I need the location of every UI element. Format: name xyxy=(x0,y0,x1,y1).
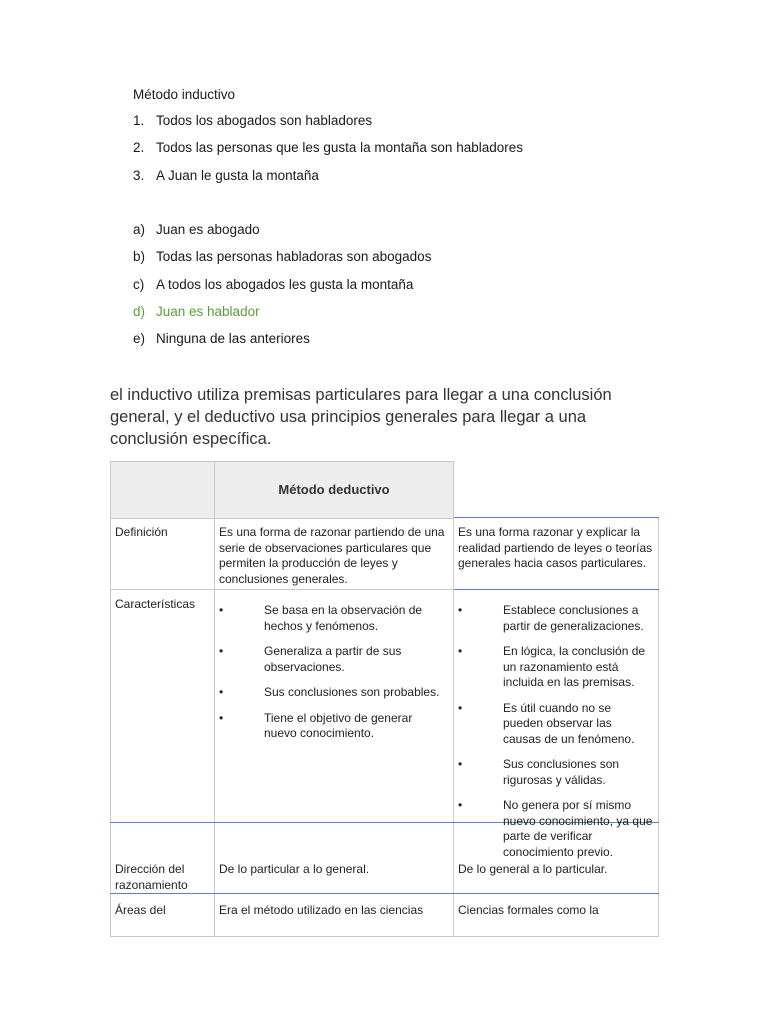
bullet-item xyxy=(219,603,448,634)
premises-list xyxy=(133,113,523,195)
bullet-dot: • xyxy=(219,603,224,617)
list-item xyxy=(133,222,431,249)
list-item xyxy=(133,113,523,140)
direction-inductive: De lo particular a lo general. xyxy=(219,862,370,876)
bullet-text: No genera por sí mismo nuevo conocimiento, ya que parte de verificar conocimiento previo. xyxy=(503,798,653,859)
option-marker: a) xyxy=(133,222,146,237)
list-item xyxy=(133,168,523,195)
option-marker: b) xyxy=(133,249,146,265)
option-text: Juan es hablador xyxy=(156,303,260,319)
list-marker: 3. xyxy=(133,167,145,183)
option-text: Ninguna de las anteriores xyxy=(156,331,310,347)
bullet-dot: • xyxy=(219,710,224,725)
definition-deductive: Es una forma razonar y explicar la realidad partiendo de leyes o teorías generales hacia casos particulares. xyxy=(458,525,653,570)
bullet-item xyxy=(458,701,653,748)
characteristics-inductive xyxy=(214,603,453,752)
bullet-text: Se basa en la observación de hechos y fenómenos. xyxy=(264,603,423,633)
option-text: A todos los abogados les gusta la montaña xyxy=(156,276,414,292)
areas-deductive: Ciencias formales como la xyxy=(458,903,599,917)
bullet-text: En lógica, la conclusión de un razonamiento está incluida en las premisas. xyxy=(503,644,646,689)
bullet-item xyxy=(219,711,448,742)
list-item xyxy=(133,249,431,276)
option-text: Juan es abogado xyxy=(156,222,260,237)
option-marker: d) xyxy=(133,303,146,319)
premise-text: A Juan le gusta la montaña xyxy=(156,167,319,183)
bullet-text: Generaliza a partir de sus observaciones. xyxy=(264,644,402,674)
bullet-item xyxy=(458,644,653,691)
list-item xyxy=(133,277,431,304)
bullet-item xyxy=(458,603,653,634)
bullet-dot: • xyxy=(219,685,224,699)
table-border xyxy=(110,893,659,894)
bullet-text: Sus conclusiones son rigurosas y válidas. xyxy=(503,757,620,787)
option-marker: e) xyxy=(133,331,146,347)
row-label-caracteristicas: Características xyxy=(115,597,196,611)
definition-inductive: Es una forma de razonar partiendo de una serie de observaciones particulares que permiten la producción de leyes y conclusiones generales. xyxy=(219,525,445,586)
premise-text: Todos las personas que les gusta la montaña son habladores xyxy=(156,140,523,156)
table-border xyxy=(110,518,454,519)
table-border xyxy=(658,518,659,937)
table-border xyxy=(454,517,659,518)
bullet-item xyxy=(219,685,448,701)
option-text: Todas las personas habladoras son abogados xyxy=(156,249,432,265)
table-border xyxy=(110,461,454,462)
bullet-text: Tiene el objetivo de generar nuevo conocimiento. xyxy=(264,710,413,740)
bullet-dot: • xyxy=(458,798,463,812)
table-border xyxy=(110,589,454,590)
header-title: Método deductivo xyxy=(278,482,390,497)
bullet-dot: • xyxy=(458,700,463,715)
list-item xyxy=(133,331,431,358)
bullet-dot: • xyxy=(219,644,224,658)
correct-option xyxy=(133,304,431,331)
quiz-title: Método inductivo xyxy=(133,87,236,102)
areas-inductive: Era el método utilizado en las ciencias xyxy=(219,903,424,917)
bullet-item xyxy=(458,757,653,788)
bullet-item xyxy=(458,798,653,860)
table-border xyxy=(454,589,659,590)
row-label-definicion: Definición xyxy=(115,525,168,539)
table-border xyxy=(110,936,659,937)
bullet-text: Sus conclusiones son probables. xyxy=(264,685,440,699)
options-list xyxy=(133,222,431,358)
bullet-text: Es útil cuando no se pueden observar las causas de un fenómeno. xyxy=(503,700,635,746)
premise-text: Todos los abogados son habladores xyxy=(156,113,373,128)
list-marker: 2. xyxy=(133,140,145,156)
bullet-item xyxy=(219,644,448,675)
summary-paragraph: el inductivo utiliza premisas particulares para llegar a una conclusión general, y el deductivo usa principios generales para llegar a una conclusión específica. xyxy=(110,386,612,448)
comparison-table xyxy=(110,461,659,937)
characteristics-deductive xyxy=(453,603,658,870)
bullet-dot: • xyxy=(458,757,463,771)
bullet-dot: • xyxy=(458,644,463,658)
list-marker: 1. xyxy=(133,113,145,128)
direction-deductive: De lo general a lo particular. xyxy=(458,862,608,876)
bullet-text: Establece conclusiones a partir de generalizaciones. xyxy=(503,603,644,633)
row-label-areas: Áreas del xyxy=(115,903,166,917)
row-label-direccion: Dirección del razonamiento xyxy=(115,862,188,892)
list-item xyxy=(133,140,523,167)
bullet-dot: • xyxy=(458,603,463,617)
option-marker: c) xyxy=(133,276,145,292)
